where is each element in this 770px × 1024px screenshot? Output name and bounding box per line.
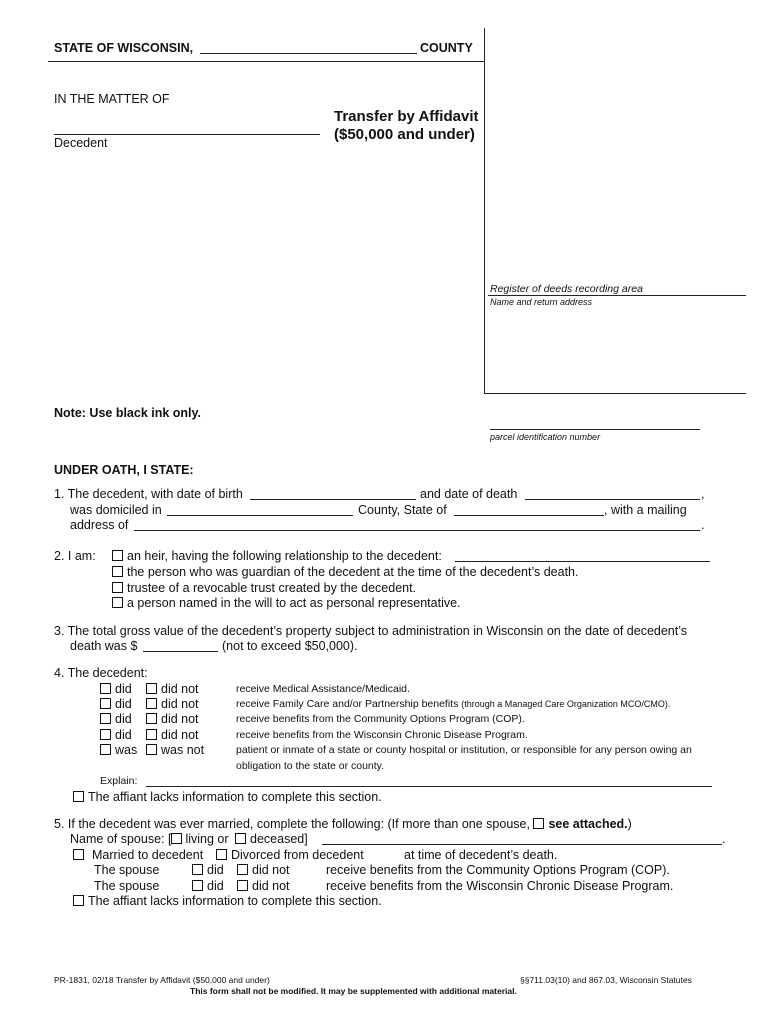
gross-value-field[interactable] xyxy=(143,651,218,652)
q4-row1-b-label: did not xyxy=(161,682,199,696)
q5-divorced-row xyxy=(216,848,364,862)
q5-line2 xyxy=(70,832,308,846)
divorced-checkbox[interactable] xyxy=(216,849,227,860)
name-return-label: Name and return address xyxy=(490,297,593,307)
q4-row2-b-checkbox[interactable] xyxy=(146,698,157,709)
q4-row1-text: receive Medical Assistance/Medicaid. xyxy=(236,683,410,695)
q4-row5-a-label: was xyxy=(115,743,138,757)
q4-row-2 xyxy=(100,697,132,711)
county-name-field[interactable] xyxy=(200,53,417,54)
q5-lacks-info xyxy=(73,894,382,908)
q5-spouse-label-2: The spouse xyxy=(94,879,160,893)
footer-notice: This form shall not be modified. It may be supplemented with additional material. xyxy=(190,986,517,996)
q5-wcdp-text: receive benefits from the Wisconsin Chronic Disease Program. xyxy=(326,879,674,893)
q4-row4-a-label: did xyxy=(115,728,132,742)
q4-row3-text: receive benefits from the Community Options Program (COP). xyxy=(236,713,525,725)
header-top-rule xyxy=(48,61,485,62)
q4-row5-continuation: obligation to the state or county. xyxy=(236,760,385,772)
cop-did-checkbox[interactable] xyxy=(192,864,203,875)
q4-row5-b-checkbox[interactable] xyxy=(146,744,157,755)
q4-row3-a-label: did xyxy=(115,712,132,726)
q5-at-time: at time of decedent’s death. xyxy=(404,848,558,862)
parcel-id-label: parcel identification number xyxy=(490,432,601,442)
q4-row4-b-label: did not xyxy=(161,728,199,742)
birth-date-field[interactable] xyxy=(250,499,416,500)
recording-area-divider xyxy=(488,295,746,296)
wcdp-did-checkbox[interactable] xyxy=(192,880,203,891)
q5-married-row xyxy=(73,848,203,862)
q2-option-representative-text: a person named in the will to act as personal representative. xyxy=(127,596,461,610)
q5-lacks-info-text: The affiant lacks information to complete this section. xyxy=(88,894,382,908)
q5-spouse-label-1: The spouse xyxy=(94,863,160,877)
decedent-label: Decedent xyxy=(54,136,108,150)
q1-line2-b: County, State of xyxy=(358,503,447,517)
q2-label: 2. I am: xyxy=(54,549,96,563)
q5-deceased-label: deceased] xyxy=(250,832,308,846)
q5-see-attached: see attached. xyxy=(548,817,628,831)
married-checkbox[interactable] xyxy=(73,849,84,860)
q2-option-guardian xyxy=(112,565,578,579)
q4-row2-a-label: did xyxy=(115,697,132,711)
q4-row3-b-label: did not xyxy=(161,712,199,726)
q4-row2-text-wrap xyxy=(236,698,670,710)
q5-cop-did-not xyxy=(237,863,290,877)
see-attached-checkbox[interactable] xyxy=(533,818,544,829)
domicile-county-field[interactable] xyxy=(167,515,353,516)
q4-row1-a-checkbox[interactable] xyxy=(100,683,111,694)
q4-label: 4. The decedent: xyxy=(54,666,148,680)
q1-line2-a: was domiciled in xyxy=(70,503,162,517)
guardian-checkbox[interactable] xyxy=(112,566,123,577)
recording-area-left-border xyxy=(484,28,485,394)
mailing-address-field[interactable] xyxy=(134,530,700,531)
q3-line2-a: death was $ xyxy=(70,639,138,653)
q5-cop-did-label: did xyxy=(207,863,224,877)
q4-lacks-info-checkbox[interactable] xyxy=(73,791,84,802)
q2-option-trustee-text: trustee of a revocable trust created by the decedent. xyxy=(127,581,417,595)
q4-row5-b-label: was not xyxy=(161,743,205,757)
state-label: STATE OF WISCONSIN, xyxy=(54,41,194,55)
q1-comma: , xyxy=(701,487,705,501)
q5-wcdp-did-label: did xyxy=(207,879,224,893)
q1-line3-a: address of xyxy=(70,518,129,532)
q4-row3-a-checkbox[interactable] xyxy=(100,713,111,724)
q5-cop-did xyxy=(192,863,224,877)
q5-lacks-info-checkbox[interactable] xyxy=(73,895,84,906)
oath-heading: UNDER OATH, I STATE: xyxy=(54,463,194,477)
matter-label: IN THE MATTER OF xyxy=(54,92,170,106)
q4-row-5 xyxy=(100,743,137,757)
q3-line1: 3. The total gross value of the decedent’s property subject to administration in Wisconsin on the date of decedent’s xyxy=(54,624,688,638)
q4-row-2-b xyxy=(146,697,199,711)
q5-married-label: Married to decedent xyxy=(92,848,204,862)
q1-line1-a: 1. The decedent, with date of birth xyxy=(54,487,243,501)
q2-option-guardian-text: the person who was guardian of the decedent at the time of the decedent’s death. xyxy=(127,565,579,579)
q4-row-3-b xyxy=(146,712,199,726)
q4-row-1-b xyxy=(146,682,199,696)
q4-lacks-info xyxy=(73,790,382,804)
explain-field[interactable] xyxy=(146,786,712,787)
q5-line1-c: ) xyxy=(627,817,632,831)
q4-row1-b-checkbox[interactable] xyxy=(146,683,157,694)
death-date-field[interactable] xyxy=(525,499,700,500)
footer-statutes: §§711.03(10) and 867.03, Wisconsin Statutes xyxy=(520,975,692,985)
form-title-line1: Transfer by Affidavit xyxy=(334,108,479,125)
wcdp-did-not-checkbox[interactable] xyxy=(237,880,248,891)
q5-cop-text: receive benefits from the Community Options Program (COP). xyxy=(326,863,670,877)
q5-divorced-label: Divorced from decedent xyxy=(231,848,364,862)
q4-row2-b-label: did not xyxy=(161,697,199,711)
q5-wcdp-did-not-label: did not xyxy=(252,879,290,893)
recording-area-label: Register of deeds recording area xyxy=(490,283,643,295)
q4-row2-a-checkbox[interactable] xyxy=(100,698,111,709)
q4-row5-a-checkbox[interactable] xyxy=(100,744,111,755)
q4-row2-text: receive Family Care and/or Partnership benefits xyxy=(236,698,462,710)
county-label: COUNTY xyxy=(420,41,473,55)
q5-wcdp-did-not xyxy=(237,879,290,893)
heir-checkbox[interactable] xyxy=(112,550,123,561)
cop-did-not-checkbox[interactable] xyxy=(237,864,248,875)
q1-line2-c: , with a mailing xyxy=(604,503,687,517)
parcel-id-field[interactable] xyxy=(490,429,700,430)
q4-row5-text: patient or inmate of a state or county hospital or institution, or responsible for any person owing an xyxy=(236,744,692,756)
q2-option-heir-text: an heir, having the following relationship to the decedent: xyxy=(127,549,442,563)
q5-line2-a: Name of spouse: [ xyxy=(70,832,172,846)
spouse-name-field[interactable] xyxy=(322,844,722,845)
q5-line1-a: 5. If the decedent was ever married, complete the following: (If more than one spouse, xyxy=(54,817,530,831)
q4-row2-note: (through a Managed Care Organization MCO/CMO). xyxy=(461,699,671,709)
recording-area-bottom-border xyxy=(484,393,746,394)
q4-row4-b-checkbox[interactable] xyxy=(146,729,157,740)
q5-living-label: living or xyxy=(185,832,229,846)
ink-note: Note: Use black ink only. xyxy=(54,406,202,420)
spouse-deceased-checkbox[interactable] xyxy=(235,833,246,844)
form-title-line2: ($50,000 and under) xyxy=(334,126,475,143)
spouse-living-checkbox[interactable] xyxy=(171,833,182,844)
domicile-state-field[interactable] xyxy=(454,515,604,516)
q5-line1 xyxy=(54,817,632,831)
q4-row-1 xyxy=(100,682,132,696)
relationship-field[interactable] xyxy=(455,561,710,562)
q4-row-4-b xyxy=(146,728,199,742)
q4-row-5-b xyxy=(146,743,204,757)
q4-row1-a-label: did xyxy=(115,682,132,696)
explain-label: Explain: xyxy=(100,775,138,787)
q4-lacks-info-text: The affiant lacks information to complete this section. xyxy=(88,790,382,804)
q5-wcdp-did xyxy=(192,879,224,893)
q4-row4-text: receive benefits from the Wisconsin Chronic Disease Program. xyxy=(236,729,528,741)
q3-line2-b: (not to exceed $50,000). xyxy=(222,639,358,653)
q2-option-heir xyxy=(112,549,442,563)
q5-cop-did-not-label: did not xyxy=(252,863,290,877)
footer-form-id: PR-1831, 02/18 Transfer by Affidavit ($50,000 and under) xyxy=(54,975,270,985)
q4-row4-a-checkbox[interactable] xyxy=(100,729,111,740)
representative-checkbox[interactable] xyxy=(112,597,123,608)
q2-option-representative xyxy=(112,596,461,610)
q4-row-3 xyxy=(100,712,132,726)
q1-line1-b: and date of death xyxy=(420,487,518,501)
q2-option-trustee xyxy=(112,581,416,595)
decedent-name-field[interactable] xyxy=(54,134,320,135)
q1-period: . xyxy=(701,518,705,532)
trustee-checkbox[interactable] xyxy=(112,582,123,593)
q4-row3-b-checkbox[interactable] xyxy=(146,713,157,724)
q4-row-4 xyxy=(100,728,132,742)
q5-line2-period: . xyxy=(722,832,726,846)
